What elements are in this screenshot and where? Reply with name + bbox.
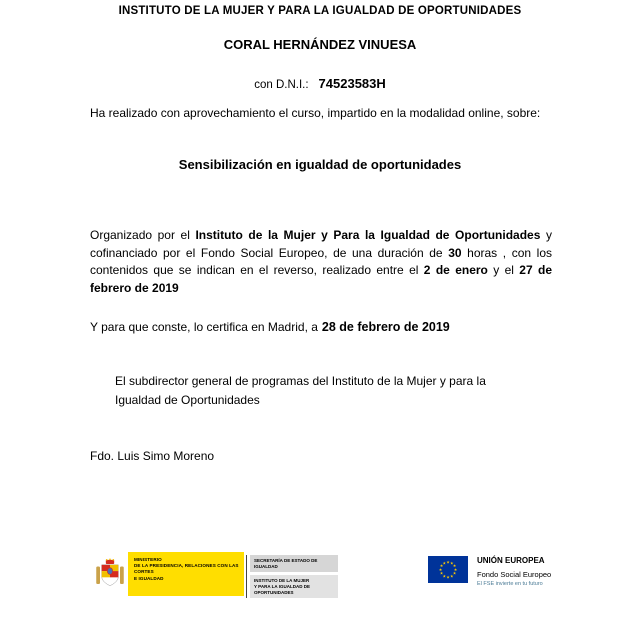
svg-text:★: ★ — [439, 570, 444, 576]
eu-flag-icon — [428, 556, 468, 583]
instituto-box — [250, 575, 338, 598]
intro-paragraph: Ha realizado con aprovechamiento el curso, impartido en la modalidad online, sobre: — [90, 106, 541, 120]
svg-text:★: ★ — [446, 574, 450, 580]
svg-text:★: ★ — [442, 560, 447, 566]
course-title: Sensibilización en igualdad de oportunidades — [178, 157, 462, 172]
organized-paragraph — [90, 227, 552, 297]
svg-text:★: ★ — [449, 573, 454, 579]
document-title: INSTITUTO DE LA MUJER Y PARA LA IGUALDAD DE OPORTUNIDADES — [118, 5, 522, 17]
svg-text:★: ★ — [453, 566, 458, 572]
government-sub-logos — [246, 555, 338, 598]
svg-text:★: ★ — [438, 566, 443, 572]
text-segment: Organizado por el — [90, 228, 196, 242]
svg-text:★: ★ — [452, 570, 457, 576]
instituto-box-line: INSTITUTO DE LA MUJER — [254, 578, 310, 583]
ministry-logo — [91, 552, 244, 596]
recipient-name: CORAL HERNÁNDEZ VINUESA — [223, 37, 417, 52]
certify-line — [90, 318, 552, 336]
svg-text:★: ★ — [446, 559, 450, 565]
text-segment-bold: Instituto de la Mujer y Para la Igualdad de Oportunidades — [195, 228, 541, 242]
text-segment: horas , con los contenidos que se indican en el reverso, realizado entre el — [90, 245, 552, 277]
text-segment: y cofinanciado por el Fondo Social Europeo, de una duración de — [90, 228, 552, 260]
eu-tagline: El FSE invierte en tu futuro — [477, 581, 543, 587]
dni-line — [0, 76, 640, 91]
text-segment-bold: 30 — [448, 245, 462, 260]
dni-value: 74523583H — [318, 76, 386, 91]
certify-date: 28 de febrero de 2019 — [321, 320, 450, 334]
eu-title: UNIÓN EUROPEA — [477, 556, 545, 565]
text-segment: y el — [487, 263, 520, 277]
text-segment: Y para que conste, lo certifica en Madrid, a — [90, 320, 318, 334]
spain-coat-of-arms-icon — [91, 552, 128, 596]
svg-text:★: ★ — [449, 560, 454, 566]
svg-text:★: ★ — [442, 573, 447, 579]
signatory-title: El subdirector general de programas del Instituto de la Mujer y para la Igualdad de Oportunidades — [115, 374, 486, 407]
eu-text-block — [477, 556, 551, 587]
eu-subtitle: Fondo Social Europeo — [477, 570, 552, 579]
ministry-name — [128, 552, 244, 596]
ministry-name-line: E IGUALDAD — [134, 575, 164, 581]
dni-label: con D.N.I.: — [254, 79, 309, 91]
ministry-name-line: MINISTERIO — [134, 557, 162, 562]
signature-line: Fdo. Luis Simo Moreno — [90, 449, 215, 463]
eu-logo-block — [428, 556, 551, 587]
text-segment-bold: 2 de enero — [423, 263, 488, 277]
svg-text:★: ★ — [439, 563, 444, 569]
secretaria-box: SECRETARÍA DE ESTADO DE IGUALDAD — [250, 555, 338, 572]
text-segment-bold: 27 de febrero de 2019 — [90, 263, 553, 295]
ministry-name-line: DE LA PRESIDENCIA, RELACIONES CON LAS CORTES — [134, 563, 239, 575]
svg-text:★: ★ — [452, 563, 457, 569]
instituto-box-line: Y PARA LA IGUALDAD DE OPORTUNIDADES — [254, 583, 311, 595]
